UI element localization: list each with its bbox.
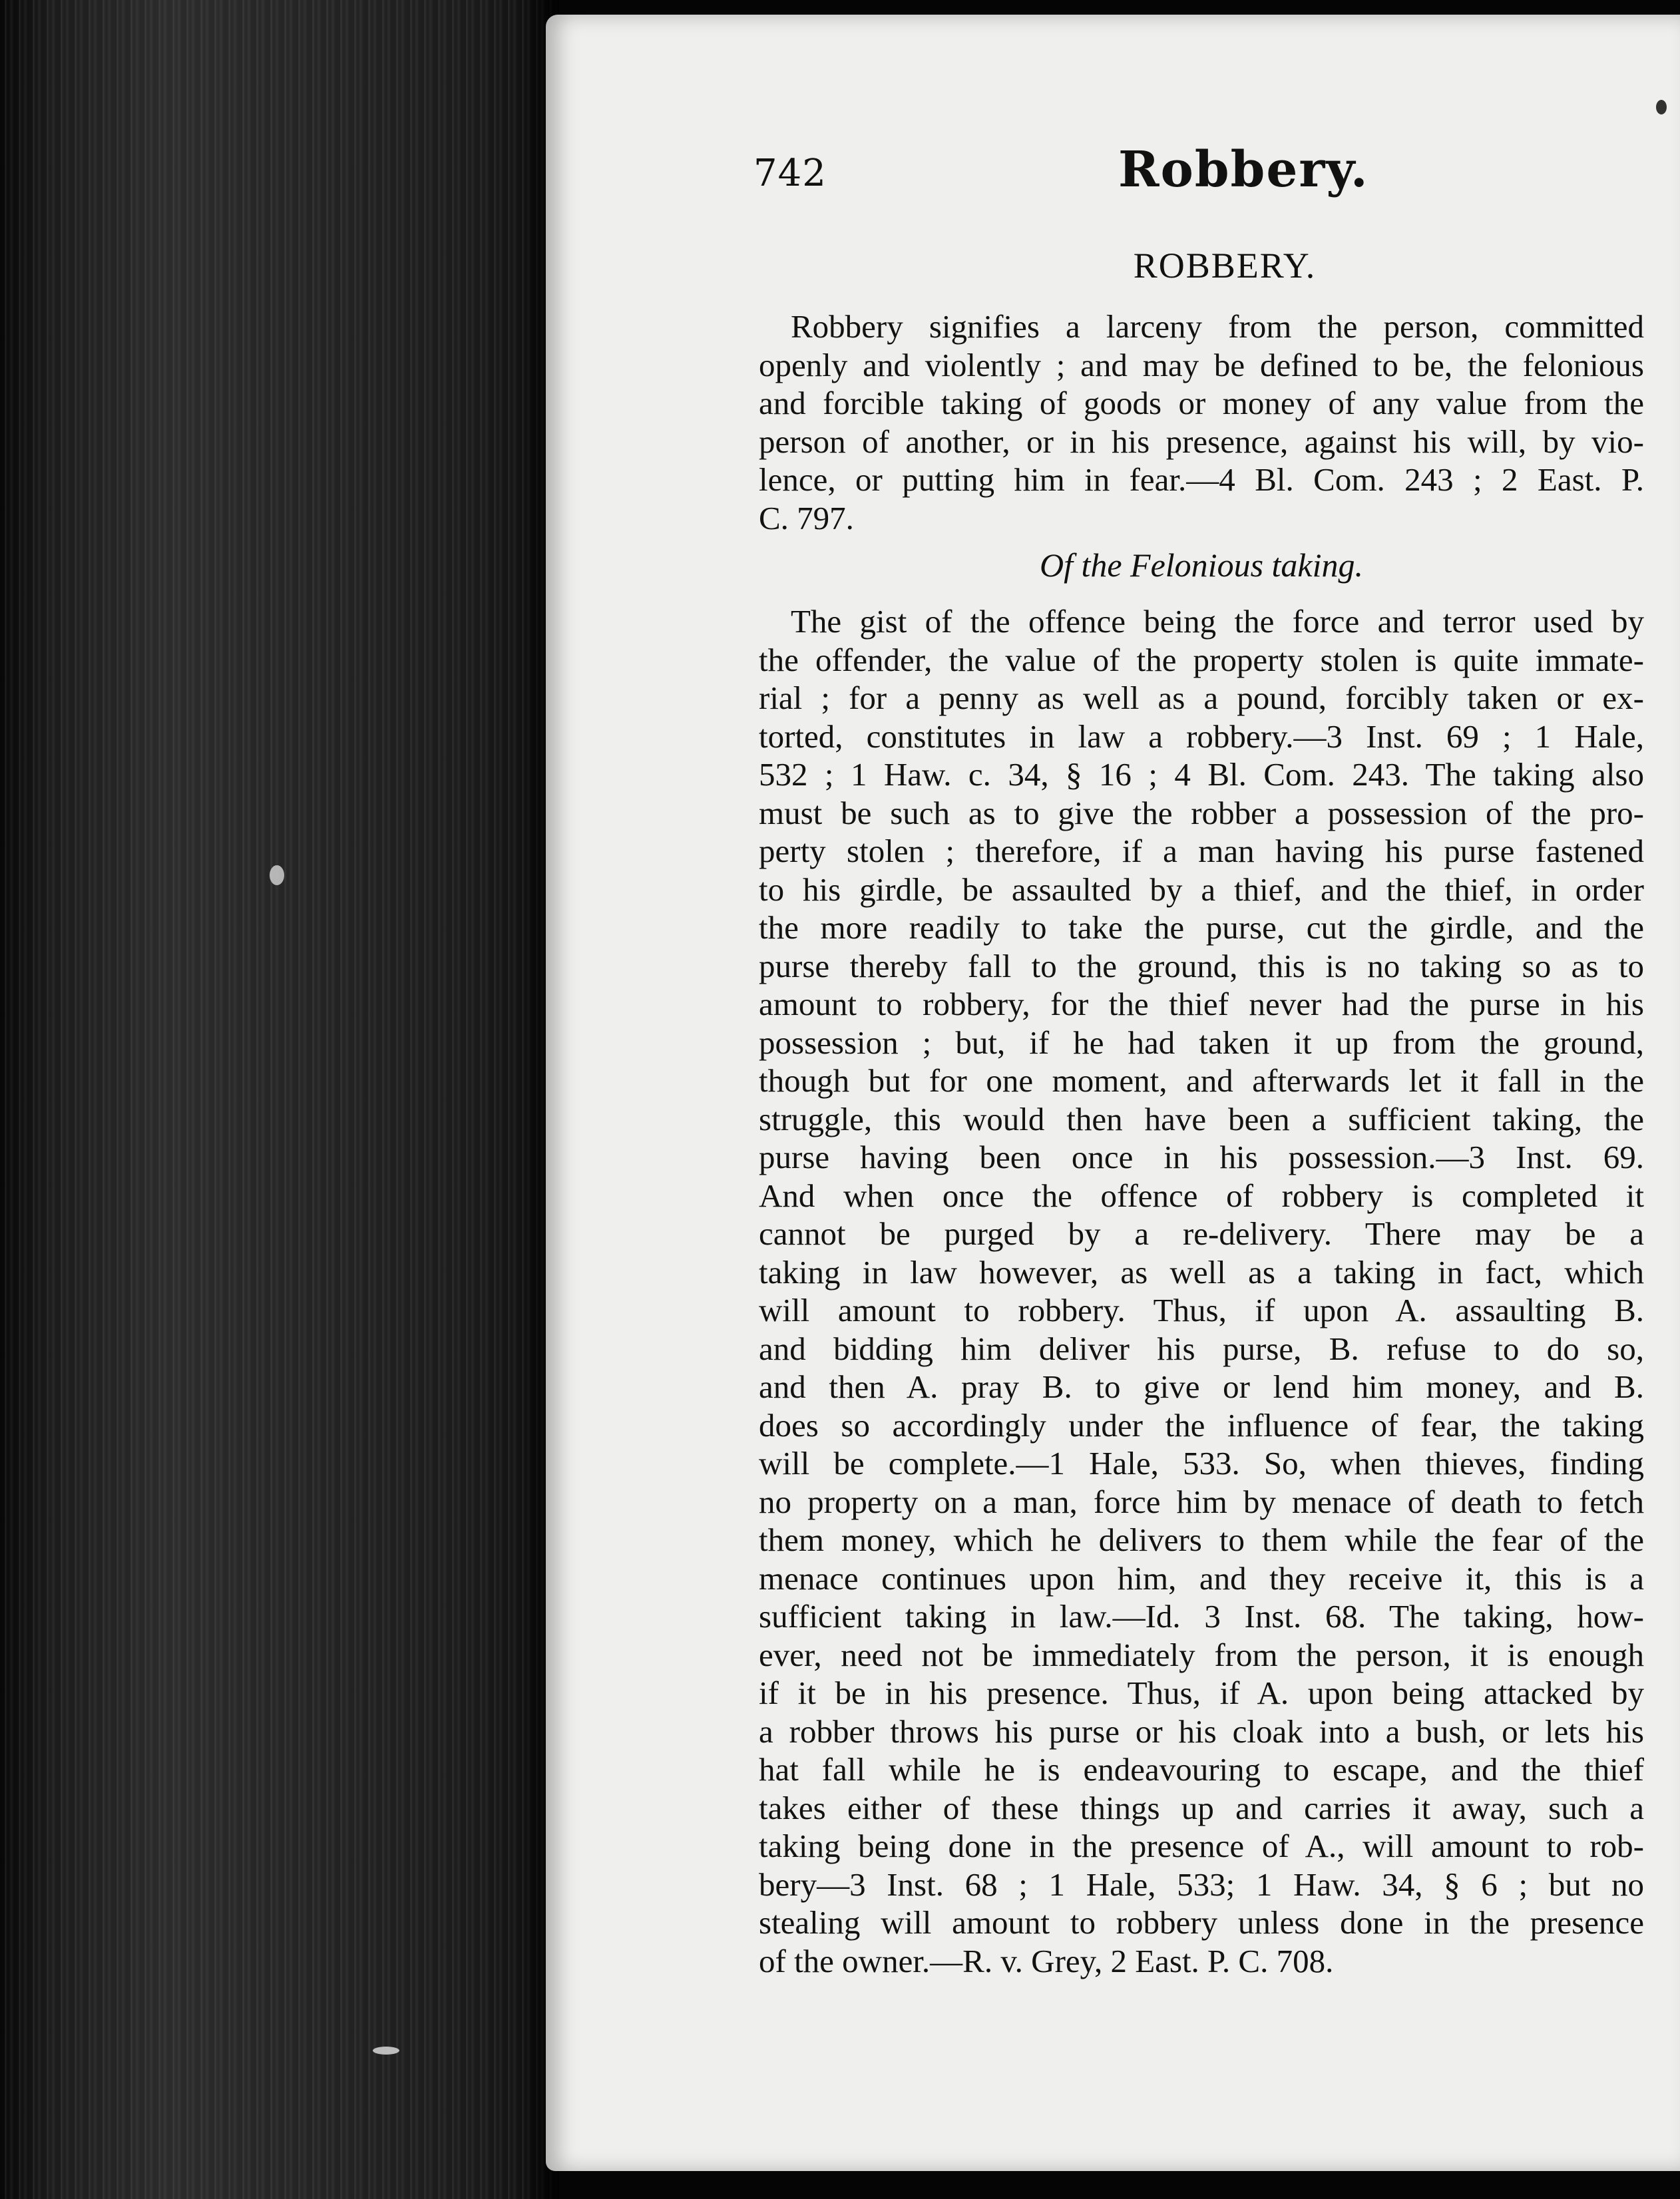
text-line: takes either of these things up and carries it away, such a [759, 1789, 1644, 1826]
text-line: of the owner.—R. v. Grey, 2 East. P. C. 708. [759, 1942, 1334, 1979]
text-line: amount to robbery, for the thief never had the purse in his [759, 986, 1644, 1022]
text-line: openly and violently ; and may be defined to be, the felonious [759, 346, 1644, 383]
text-line: the more readily to take the purse, cut the girdle, and the [759, 909, 1644, 946]
text-line: them money, which he delivers to them while the fear of the [759, 1521, 1644, 1558]
text-line: the offender, the value of the property stolen is quite immate- [759, 641, 1644, 678]
text-line: possession ; but, if he had taken it up from the ground, [759, 1024, 1644, 1061]
text-line: and then A. pray B. to give or lend him money, and B. [759, 1368, 1644, 1405]
text-line: Robbery signifies a larceny from the person, committed [791, 308, 1644, 345]
text-line: purse thereby fall to the ground, this is no taking so as to [759, 947, 1644, 984]
text-line: hat fall while he is endeavouring to escape, and the thief [759, 1751, 1644, 1788]
text-line: person of another, or in his presence, against his will, by vio- [759, 423, 1644, 460]
text-line: perty stolen ; therefore, if a man having his purse fastened [759, 833, 1644, 869]
text-line: and forcible taking of goods or money of any value from the [759, 385, 1644, 421]
text-line: menace continues upon him, and they receive it, this is a [759, 1559, 1644, 1597]
text-line: struggle, this would then have been a sufficient taking, the [759, 1100, 1644, 1137]
text-line: taking being done in the presence of A., will amount to rob- [759, 1828, 1644, 1864]
text-line: does so accordingly under the influence of fear, the taking [759, 1406, 1644, 1444]
text-line: to his girdle, be assaulted by a thief, and the thief, in order [759, 871, 1644, 908]
text-line: purse having been once in his possession.—3 Inst. 69. [759, 1139, 1644, 1175]
text-line: will be complete.—1 Hale, 533. So, when thieves, finding [759, 1445, 1644, 1482]
text-line: if it be in his presence. Thus, if A. upon being attacked by [759, 1675, 1644, 1711]
paragraph-definition [759, 307, 1644, 537]
text-line: torted, constitutes in law a robbery.—3 Inst. 69 ; 1 Hale, [759, 717, 1644, 755]
text-line: C. 797. [759, 499, 854, 536]
text-line: rial ; for a penny as well as a pound, forcibly taken or ex- [759, 680, 1644, 716]
text-line: bery—3 Inst. 68 ; 1 Hale, 533; 1 Haw. 34, § 6 ; but no [759, 1866, 1644, 1903]
text-line: lence, or putting him in fear.—4 Bl. Com. 243 ; 2 East. P. [759, 461, 1644, 498]
text-line: ever, need not be immediately from the person, it is enough [759, 1636, 1644, 1673]
text-line: stealing will amount to robbery unless done in the presence [759, 1904, 1644, 1941]
paragraph-felonious-taking [759, 602, 1644, 1980]
section-title: ROBBERY. [1133, 246, 1317, 286]
running-title: Robbery. [1118, 141, 1369, 198]
page-number: 742 [753, 152, 827, 195]
text-line: though but for one moment, and afterwards let it fall in the [759, 1062, 1644, 1099]
scan-speck [270, 865, 284, 885]
text-line: taking in law however, as well as a taking in fact, which [759, 1253, 1644, 1291]
text-line: sufficient taking in law.—Id. 3 Inst. 68. The taking, how- [759, 1598, 1644, 1635]
text-line: 532 ; 1 Haw. c. 34, § 16 ; 4 Bl. Com. 243. The taking also [759, 756, 1644, 793]
text-line: will amount to robbery. Thus, if upon A. assaulting B. [759, 1292, 1644, 1328]
text-line: cannot be purged by a re-delivery. There may be a [759, 1215, 1644, 1252]
text-line: and bidding him deliver his purse, B. refuse to do so, [759, 1330, 1644, 1367]
text-line: And when once the offence of robbery is completed it [759, 1177, 1644, 1214]
text-line: no property on a man, force him by menace of death to fetch [759, 1483, 1644, 1520]
text-line: must be such as to give the robber a possession of the pro- [759, 794, 1644, 831]
text-line: a robber throws his purse or his cloak into a bush, or lets his [759, 1712, 1644, 1750]
book-edge [0, 0, 559, 2199]
ink-speck [1656, 100, 1667, 114]
text-line: The gist of the offence being the force and terror used by [791, 603, 1644, 640]
scan-speck [373, 2047, 399, 2055]
subheading: Of the Felonious taking. [1039, 546, 1364, 584]
